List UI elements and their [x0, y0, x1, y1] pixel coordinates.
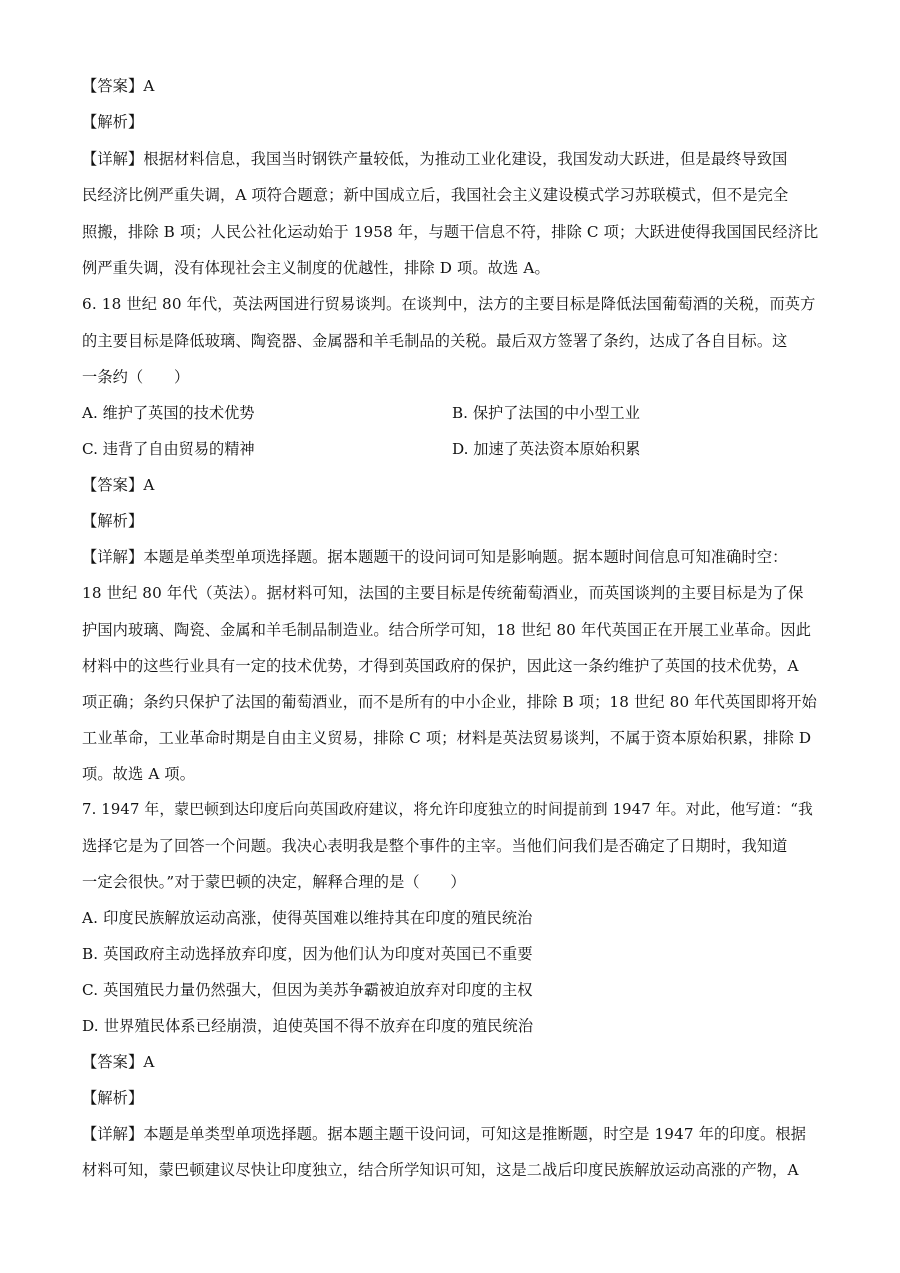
q6-detail-line: 工业革命，工业革命时期是自由主义贸易，排除 C 项；材料是英法贸易谈判，不属于资本原始积累，排除 D — [82, 729, 812, 747]
q5-detail-line: 【详解】根据材料信息，我国当时钢铁产量较低，为推动工业化建设，我国发动大跃进，但是最终导致国 — [82, 150, 788, 168]
q6-detail-line: 项正确；条约只保护了法国的葡萄酒业，而不是所有的中小企业，排除 B 项；18 世纪 80 年代英国即将开始 — [82, 693, 817, 711]
q6-option-c: C. 违背了自由贸易的精神 — [82, 440, 255, 458]
q6-detail-line: 【详解】本题是单类型单项选择题。据本题题干的设问词可知是影响题。据本题时间信息可知准确时空： — [82, 548, 788, 566]
q7-stem-line: 一定会很快。”对于蒙巴顿的决定，解释合理的是（ ） — [82, 873, 466, 891]
q6-detail-line: 材料中的这些行业具有一定的技术优势，才得到英国政府的保护，因此这一条约维护了英国的技术优势，A — [82, 657, 799, 675]
q6-stem-line: 的主要目标是降低玻璃、陶瓷器、金属器和羊毛制品的关税。最后双方签署了条约，达成了各自目标。这 — [82, 332, 788, 350]
q7-answer: 【答案】A — [82, 1053, 155, 1071]
q5-analysis-label: 【解析】 — [82, 113, 144, 131]
q7-option-d: D. 世界殖民体系已经崩溃，迫使英国不得不放弃在印度的殖民统治 — [82, 1017, 534, 1035]
q6-analysis-label: 【解析】 — [82, 512, 144, 530]
q6-option-b: B. 保护了法国的中小型工业 — [452, 404, 640, 422]
q7-detail-line: 材料可知，蒙巴顿建议尽快让印度独立，结合所学知识可知，这是二战后印度民族解放运动高涨的产物，A — [82, 1161, 799, 1179]
q5-answer: 【答案】A — [82, 77, 155, 95]
q7-option-a: A. 印度民族解放运动高涨，使得英国难以维持其在印度的殖民统治 — [82, 909, 533, 927]
q6-answer: 【答案】A — [82, 476, 155, 494]
q5-detail-line: 例严重失调，没有体现社会主义制度的优越性，排除 D 项。故选 A。 — [82, 259, 550, 277]
q6-option-a: A. 维护了英国的技术优势 — [82, 404, 255, 422]
q6-stem-line: 6. 18 世纪 80 年代，英法两国进行贸易谈判。在谈判中，法方的主要目标是降低法国葡萄酒的关税，而英方 — [82, 295, 816, 313]
q5-detail-line: 照搬，排除 B 项；人民公社化运动始于 1958 年，与题干信息不符，排除 C 项；大跃进使得我国国民经济比 — [82, 223, 819, 241]
q6-detail-line: 项。故选 A 项。 — [82, 765, 196, 783]
q5-detail-line: 民经济比例严重失调，A 项符合题意；新中国成立后，我国社会主义建设模式学习苏联模式，但不是完全 — [82, 186, 789, 204]
q6-stem-line: 一条约（ ） — [82, 368, 190, 386]
q7-option-b: B. 英国政府主动选择放弃印度，因为他们认为印度对英国已不重要 — [82, 945, 533, 963]
q6-option-d: D. 加速了英法资本原始积累 — [452, 440, 641, 458]
q7-option-c: C. 英国殖民力量仍然强大，但因为美苏争霸被迫放弃对印度的主权 — [82, 981, 533, 999]
q6-detail-line: 护国内玻璃、陶瓷、金属和羊毛制品制造业。结合所学可知，18 世纪 80 年代英国正在开展工业革命。因此 — [82, 621, 812, 639]
q7-detail-line: 【详解】本题是单类型单项选择题。据本题主题干设问词，可知这是推断题，时空是 1947 年的印度。根据 — [82, 1125, 807, 1143]
q7-stem-line: 7. 1947 年，蒙巴顿到达印度后向英国政府建议，将允许印度独立的时间提前到 1947 年。对此，他写道：“我 — [82, 801, 813, 818]
q7-analysis-label: 【解析】 — [82, 1089, 144, 1107]
q6-detail-line: 18 世纪 80 年代（英法）。据材料可知，法国的主要目标是传统葡萄酒业，而英国谈判的主要目标是为了保 — [82, 584, 804, 602]
q7-stem-line: 选择它是为了回答一个问题。我决心表明我是整个事件的主宰。当他们问我们是否确定了日期时，我知道 — [82, 837, 788, 855]
